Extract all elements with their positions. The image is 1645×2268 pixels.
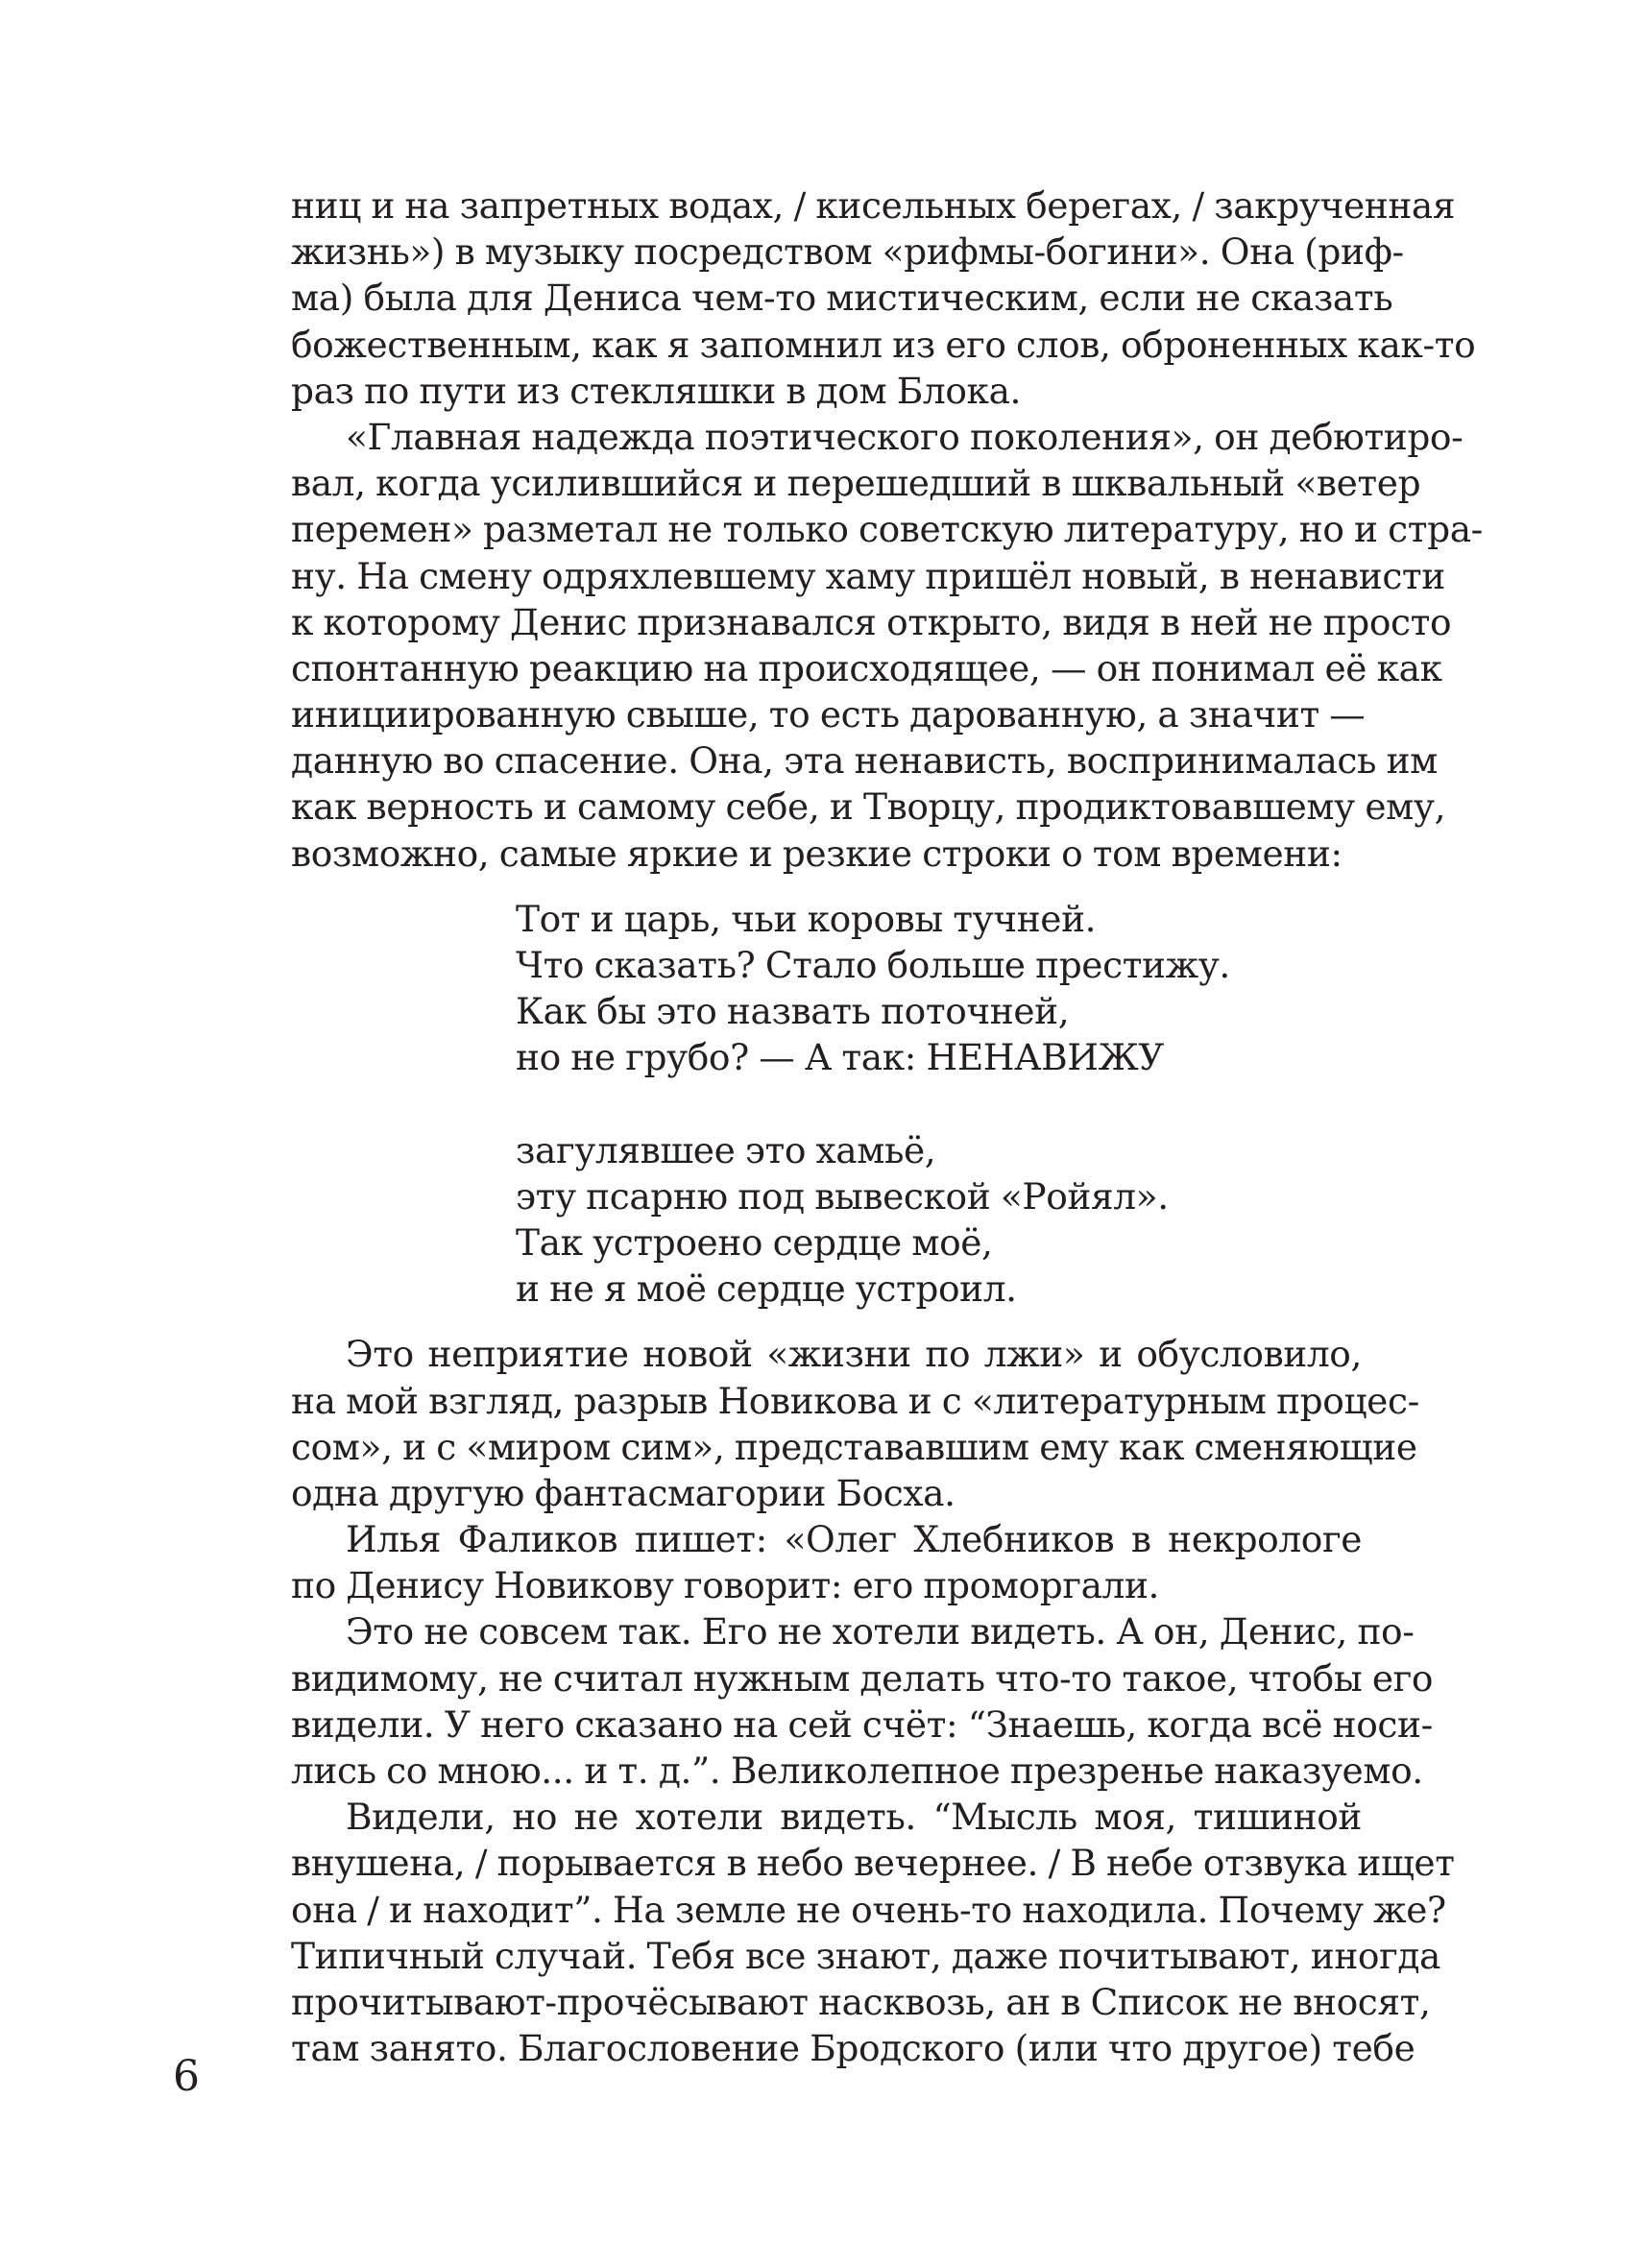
text-line: к которому Денис признавался открыто, видя в ней не просто xyxy=(291,600,1452,643)
text-line: видимому, не считал нужным делать что-то такое, чтобы его xyxy=(291,1656,1434,1700)
text-line: сом», и с «миром сим», представавшим ему как сменяющие xyxy=(291,1425,1417,1468)
poem-line: эту псарню под вывеской «Ройял». xyxy=(516,1174,1169,1218)
text-line: Видели, но не хотели видеть. “Мысль моя, тишиной xyxy=(346,1796,1362,1839)
text-line: данную во спасение. Она, эта ненависть, воспринималась им xyxy=(291,739,1438,783)
text-line: вал, когда усилившийся и перешедший в шквальный «ветер xyxy=(291,462,1421,505)
page-number: 6 xyxy=(173,2052,200,2101)
poem xyxy=(516,896,1362,1313)
text-line: возможно, самые яркие и резкие строки о том времени: xyxy=(291,832,1343,875)
poem-line: загулявшее это хамьё, xyxy=(516,1128,936,1171)
text-line: как верность и самому себе, и Творцу, продиктовавшему ему, xyxy=(291,785,1446,829)
text-line: ну. На смену одряхлевшему хаму пришёл новый, в ненависти xyxy=(291,554,1445,597)
text-line: внушена, / порывается в небо вечернее. / В небе отзвука ищет xyxy=(291,1842,1455,1885)
text-line: Типичный случай. Тебя все знают, даже почитывают, иногда xyxy=(291,1934,1441,1977)
text-line: Илья Фаликов пишет: «Олег Хлебников в некрологе xyxy=(346,1518,1362,1561)
text-line: «Главная надежда поэтического поколения», он дебютиро- xyxy=(346,415,1464,458)
text-line: жизнь») в музыку посредством «рифмы-богини». Она (риф- xyxy=(291,230,1404,274)
poem-line: но не грубо? — А так: НЕНАВИЖУ xyxy=(516,1036,1164,1079)
text-line: перемен» разметал не только советскую литературу, но и стра- xyxy=(291,508,1483,551)
poem-line: Так устроено сердце моё, xyxy=(516,1220,993,1264)
text-line: по Денису Новикову говорит: его проморгали. xyxy=(291,1564,1160,1607)
text-line: на мой взгляд, разрыв Новикова и с «литературным процес- xyxy=(291,1379,1419,1422)
poem-line: Как бы это назвать поточней, xyxy=(516,990,1070,1033)
text-line: одна другую фантасмагории Босха. xyxy=(291,1471,956,1514)
text-line: ма) была для Дениса чем-то мистическим, если не сказать xyxy=(291,277,1393,320)
text-line: прочитывают-прочёсывают насквозь, ан в Список не вносят, xyxy=(291,1980,1431,2023)
text-line: спонтанную реакцию на происходящее, — он понимал её как xyxy=(291,646,1442,689)
text-line: божественным, как я запомнил из его слов, оброненных как-то xyxy=(291,323,1476,366)
text-line: ниц и на запретных водах, / кисельных берегах, / закрученная xyxy=(291,184,1456,227)
text-line: она / и находит”. На земле не очень-то находила. Почему же? xyxy=(291,1888,1446,1931)
poem-line: Что сказать? Стало больше престижу. xyxy=(516,944,1230,986)
poem-line: и не я моё сердце устроил. xyxy=(516,1267,1017,1311)
text-line: лись со мною... и т. д.”. Великолепное презренье наказуемо. xyxy=(291,1749,1423,1792)
text-line: инициированную свыше, то есть дарованную, а значит — xyxy=(291,693,1366,736)
poem-line: Тот и царь, чьи коровы тучней. xyxy=(516,897,1097,940)
text-line: видели. У него сказано на сей счёт: “Знаешь, когда всё носи- xyxy=(291,1702,1433,1746)
text-line: раз по пути из стекляшки в дом Блока. xyxy=(291,369,1022,412)
stanza-break xyxy=(516,1081,1362,1127)
body-text xyxy=(291,182,1483,2071)
text-line: Это неприятие новой «жизни по лжи» и обусловило, xyxy=(346,1333,1362,1376)
text-line: Это не совсем так. Его не хотели видеть. А он, Денис, по- xyxy=(346,1610,1415,1653)
text-line: там занято. Благословение Бродского (или что другое) тебе xyxy=(291,2027,1415,2070)
